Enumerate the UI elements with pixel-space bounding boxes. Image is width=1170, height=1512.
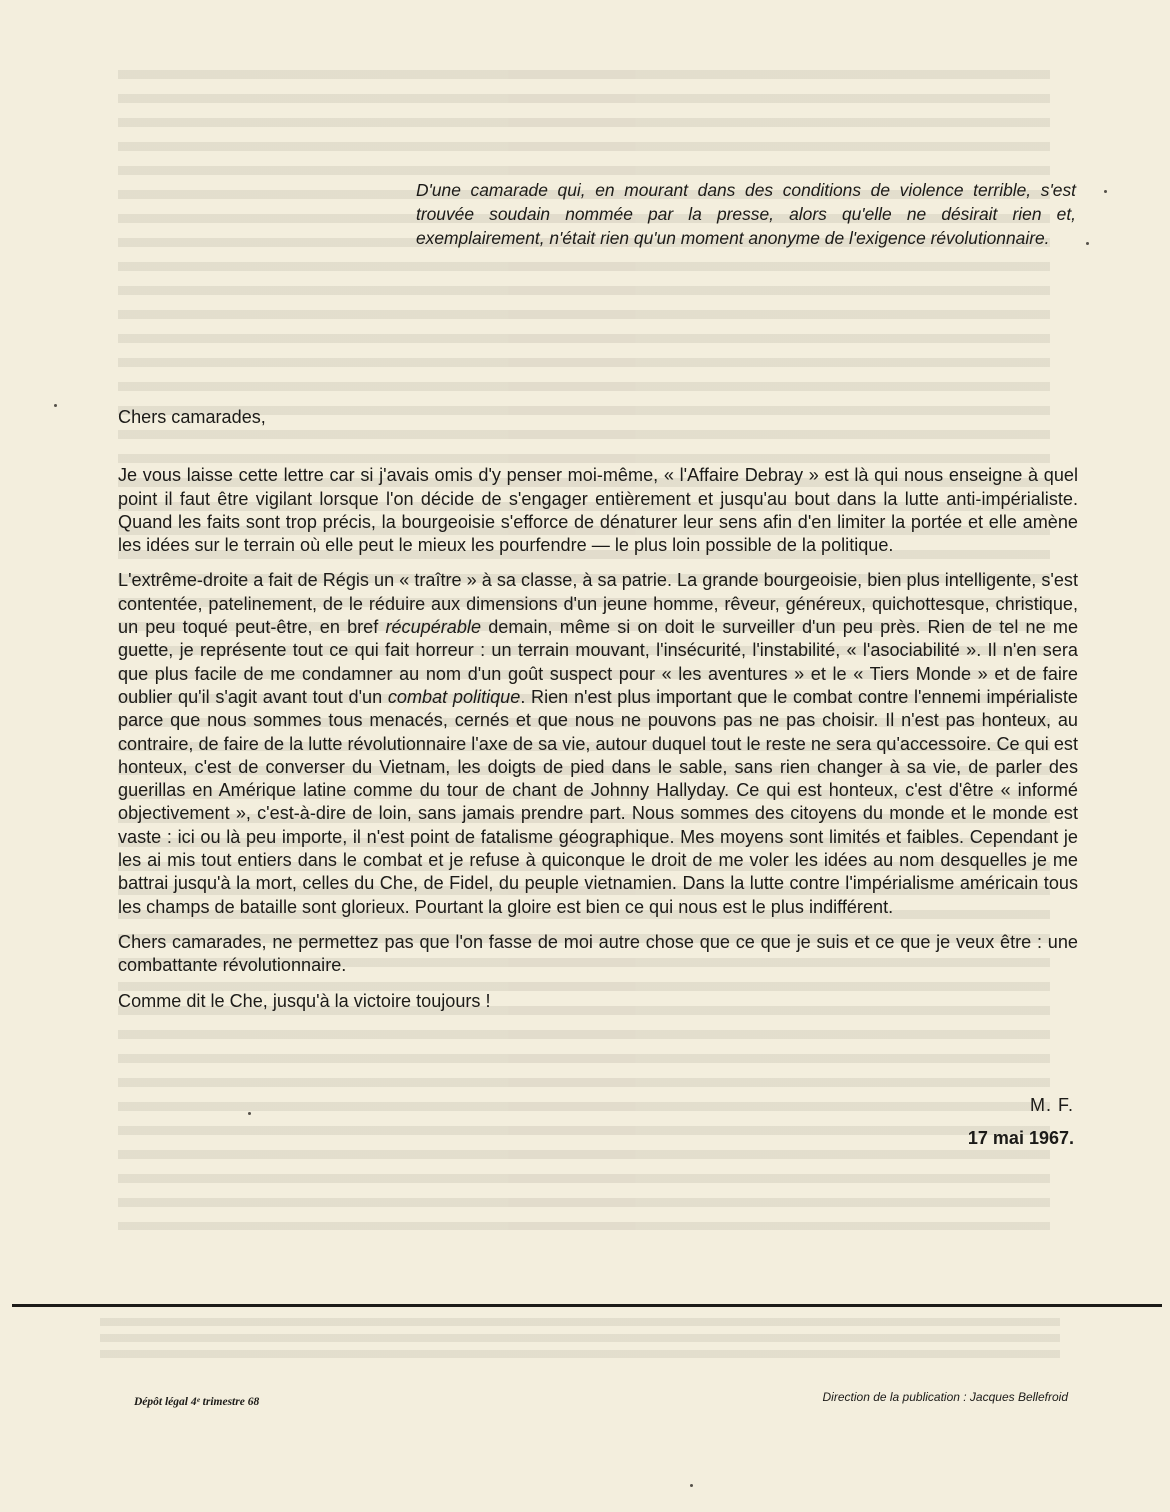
speck	[248, 1112, 251, 1115]
letter-paragraph-2	[118, 569, 1078, 918]
dedication-text: D'une camarade qui, en mourant dans des conditions de violence terrible, s'est trouvée soudain nommée par la presse, alors qu'elle ne désirait rien et, exemplairement, n'était rien qu'un moment anonyme de l'exigence révolutionnaire.	[416, 180, 1076, 248]
letter-paragraph-3: Chers camarades, ne permettez pas que l'on fasse de moi autre chose que ce que je suis et ce que je veux être : une combattante révolutionnaire.	[118, 931, 1078, 976]
speck	[54, 404, 57, 407]
speck	[1104, 190, 1107, 193]
paragraph-2-text-c: demain, même si on doit le surveiller d'un peu près. Rien de tel ne me guette, je représente tout ce qui fait horreur : un terrain mouvant, l'insécurité, l'instabilité, « l'asociabilité ». Il n'en sera que plus facile de me condamner au nom d'un goût suspect pour « les aventures » et le « Tiers Monde » et de faire oublier qu'il s'agit avant tout d'un	[118, 617, 1079, 707]
legal-deposit-note: Dépôt légal 4ᵉ trimestre 68	[134, 1396, 260, 1408]
letter-greeting: Chers camarades,	[118, 407, 266, 427]
signature-date: 17 mai 1967.	[967, 1128, 1074, 1148]
footer-divider	[12, 1304, 1162, 1307]
emphasis-recuperable: récupérable	[385, 617, 482, 638]
speck	[690, 1484, 693, 1487]
signature-initials: M. F.	[1030, 1095, 1074, 1115]
letter-paragraph-1: Je vous laisse cette lettre car si j'avais omis d'y penser moi-même, « l'Affaire Debray » est là qui nous enseigne à quel point il faut être vigilant lorsque l'on décide de s'engager entièrement et jusqu'au bout dans la lutte anti-impérialiste. Quand les faits sont trop précis, la bourgeoisie s'efforce de dénaturer leur sens afin d'en limiter la portée et elle amène les idées sur le terrain où elle peut le mieux les pourfendre — le plus loin possible de la politique.	[118, 465, 1078, 556]
letter-closing: Comme dit le Che, jusqu'à la victoire toujours !	[118, 990, 491, 1011]
paragraph-2-text-e: . Rien n'est plus important que le combat contre l'ennemi impérialiste parce que nous sommes tous menacés, cernés et que nous ne pouvons pas ne pas choisir. Il n'est pas honteux, au contraire, de faire de la lutte révolutionnaire l'axe de sa vie, autour duquel tout le reste ne sera qu'accessoire. Ce qui est honteux, c'est de converser du Vietnam, les doigts de pied dans le sable, sans rien changer à sa vie, de parler des guerillas en Amérique latine comme du tour de chant de Johnny Hallyday. Ce qui est honteux, c'est d'être « informé objectivement », c'est-à-dire de loin, sans jamais prendre part. Nous sommes des citoyens du monde et le monde est vaste : ici ou là peu importe, il n'est point de fatalisme géographique. Mes moyens sont limités et faibles. Cependant je les ai mis tout entiers dans le combat et je refuse à quiconque le droit de me voler les idées au nom desquelles je me battrai jusqu'à la mort, celles du Che, de Fidel, du peuple vietnamien. Dans la lutte contre l'impérialisme américain tous les champs de bataille sont glorieux. Pourtant la gloire est bien ce qui nous est le plus indifférent.	[118, 686, 1078, 917]
paragraph-2-text-a: L'extrême-droite a fait de Régis un « traître » à sa classe, à sa patrie. La grande bourgeoisie, bien plus intelligente, s'est contentée, patelinement, de le réduire aux dimensions d'un jeune homme, rêveur, généreux, quichottesque, christique, un peu toqué peut-être, en bref	[118, 570, 1078, 638]
signature-block	[968, 1093, 1074, 1150]
bleed-footer	[100, 1318, 1060, 1366]
emphasis-combat-politique: combat politique	[387, 686, 521, 707]
speck	[1086, 242, 1089, 245]
publication-director-note: Direction de la publication : Jacques Bellefroid	[822, 1390, 1068, 1404]
letter-body	[118, 406, 1078, 1013]
